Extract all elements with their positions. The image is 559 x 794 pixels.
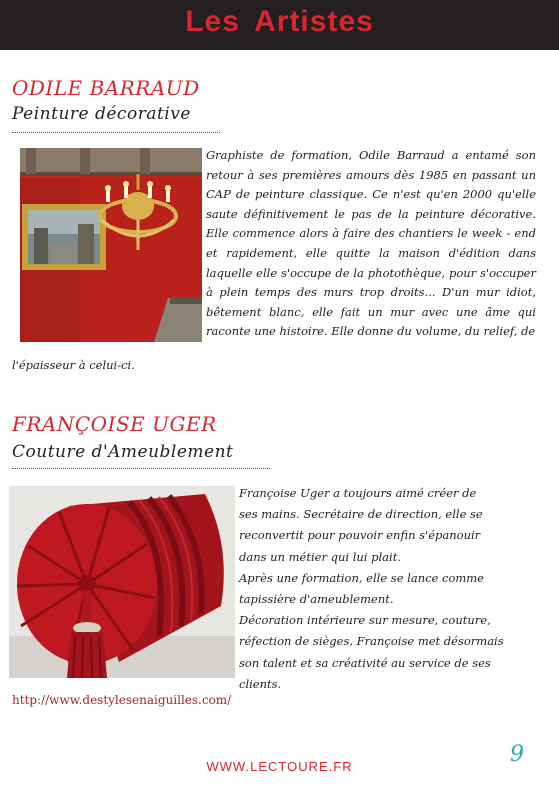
description-line: Après une formation, elle se lance comme <box>239 570 484 585</box>
footer-website: WWW.LECTOURE.FR <box>206 759 353 774</box>
artist-name-francoise-uger: FRANÇOISE UGER <box>12 412 217 436</box>
description-line: son talent et sa créativité au service de ses <box>239 655 491 670</box>
description-line: Françoise Uger a toujours aimé créer de <box>239 486 477 500</box>
description-line: ses mains. Secrétaire de direction, elle se <box>239 507 483 522</box>
description-line: réfection de sièges, Françoise met désormais <box>239 634 504 649</box>
artist-role-couture-ameublement: Couture d'Ameublement <box>12 442 234 462</box>
artist-role-peinture-decorative: Peinture décorative <box>12 104 191 124</box>
artist-name-odile-barraud: ODILE BARRAUD <box>12 76 200 100</box>
description-line: reconvertit pour pouvoir enfin s'épanouir <box>239 528 481 543</box>
photo-upholstered-bolster <box>9 486 235 678</box>
description-line: dans un métier qui lui plait. <box>239 549 401 564</box>
photo-decorative-painting <box>20 148 202 342</box>
description-line: clients. <box>239 676 282 691</box>
artist-website-link[interactable]: http://www.destylesenaiguilles.com/ <box>12 693 232 707</box>
description-line: Décoration intérieure sur mesure, couture, <box>239 613 491 628</box>
page-header <box>0 0 559 50</box>
artist-description-francoise-uger <box>239 483 529 695</box>
dotted-divider <box>12 132 220 133</box>
artist-description-odile-barraud: Graphiste de formation, Odile Barraud a entamé son retour à ses premières amours dès 1985 en passant un CAP de peinture classique. Ce n'est qu'en 2000 qu'elle saute définitivement le pas de la peinture décorative. Elle commence alors à faire des chantiers le week - end et rapidement, elle quitte la maison d'édition dans laquelle elle s'occupe de la photothèque, pour s'occuper à plein temps des murs trop droits... D'un mur idiot, bêtement blanc, elle fait un mur avec une âme qui raconte une histoire. Elle donne du volume, du relief, de <box>206 148 536 339</box>
page-title: Les Artistes <box>185 5 374 38</box>
page-number: 9 <box>510 742 524 767</box>
artist-description-continuation: l'épaisseur à celui-ci. <box>12 358 135 372</box>
description-line: tapissière d'ameublement. <box>239 592 394 607</box>
dotted-divider <box>12 468 270 469</box>
